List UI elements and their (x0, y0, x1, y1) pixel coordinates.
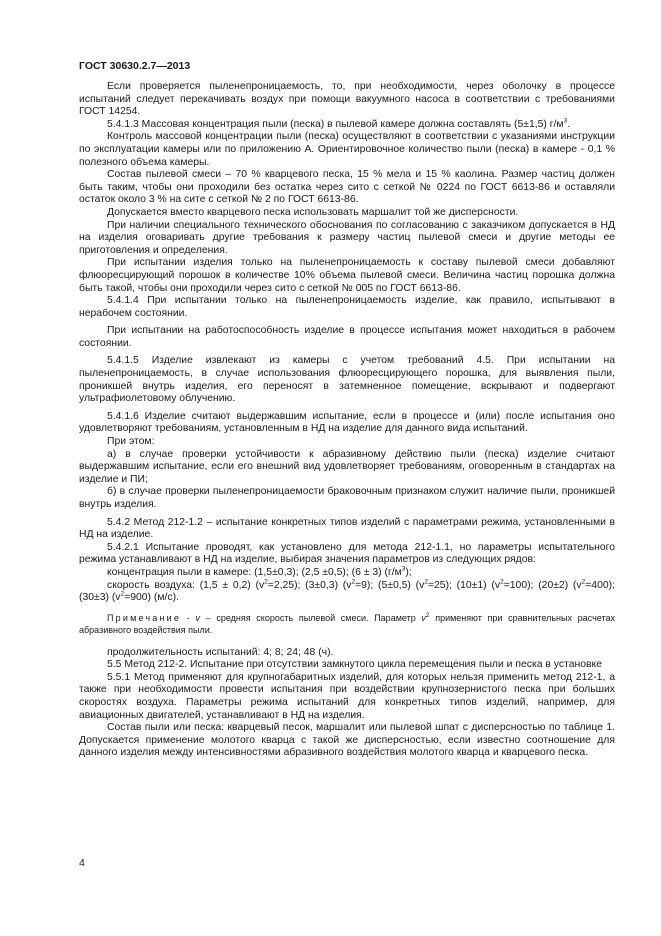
note: Примечание - v – средняя скорость пылевой смеси. Параметр $v^2$ применяют при сравнительных расчетах абразивного воздействия пыли. (79, 611, 615, 636)
paragraph: 5.4.1.3 Массовая концентрация пыли (песка) в пылевой камере должна составлять (5±1,5) $г/м^3$. (107, 117, 571, 130)
paragraph: 5.5 Метод 212-2. Испытание при отсутствии замкнутого цикла перемещения пыли и песка в установке (107, 659, 602, 671)
concentration-line: концентрация пыли в камере: (1,5±0,3); (2,5 ±0,5); (6 ± 3) $(г/м^3)$; (107, 565, 412, 578)
paragraph: 5.4.1.6 Изделие считают выдержавшим испытание, если в процессе и (или) после испытания оно удовлетворяют требованиям, установленным в НД на изделие для данного вида испытаний. (79, 410, 615, 435)
paragraph: Состав пылевой смеси – 70 % кварцевого песка, 15 % мела и 15 % каолина. Размер частиц должен быть таким, чтобы они проходили без остатка через сито с сеткой № 0224 по ГОСТ 6613-86 и оставляли остаток около 3 % на сите с сеткой № 2 по ГОСТ 6613-86. (79, 169, 615, 206)
paragraph: При этом: (107, 436, 155, 448)
paragraph: продолжительность испытаний: 4; 8; 24; 48 (ч). (107, 646, 334, 658)
paragraph: 5.4.1.5 Изделие извлекают из камеры с учетом требований 4.5. При испытании на пыленепроницаемость, в случае использования флюоресцирующего порошка, для выявления пыли, проникшей внутрь изделия, его переносят в затемненное помещение, вскрывают и подвергают ультрафиолетовому облучению. (79, 355, 615, 405)
note-label: Примечание (107, 612, 182, 623)
document-body (79, 81, 615, 760)
paragraph: Состав пыли или песка: кварцевый песок, маршалит или пылевой шпат с дисперсностью по таблице 1. Допускается применение молотого кварца с такой же дисперсностью, если известно соотношение для данного изделия между интенсивностями абразивного воздействия молотого кварца и кварцевого песка. (79, 722, 615, 759)
paragraph: Если проверяется пыленепроницаемость, то, при необходимости, через оболочку в процессе испытаний следует перекачивать воздух при помощи вакуумного насоса в соответствии с требованиями ГОСТ 14254. (79, 81, 615, 118)
paragraph: 5.5.1 Метод применяют для крупногабаритных изделий, для которых нельзя применить метод 212-1, а также при необходимости провести испытания при воздействии крупнозернистого песка при больших скоростях воздуха. Параметры режима испытаний для конкретных типов изделий, например, для авиационных двигателей, устанавливают в НД на изделия. (79, 671, 615, 721)
paragraph: Допускается вместо кварцевого песка использовать маршалит той же дисперсности. (107, 206, 519, 218)
paragraph: а) в случае проверки устойчивости к абразивному действию пыли (песка) изделие считают выдержавшим испытание, если его внешний вид удовлетворяет требованиям, оговоренным в стандартах на изделие и ПИ; (79, 448, 615, 485)
paragraph: При испытании изделия только на пыленепроницаемость к составу пылевой смеси добавляют флюоресцирующий порошок в количестве 10% объема пылевой смеси. Величина частиц порошка должна быть такой, чтобы они проходили через сито с сеткой № 005 по ГОСТ 6613-86. (79, 257, 615, 294)
paragraph: 5.4.2 Метод 212-1.2 – испытание конкретных типов изделий с параметрами режима, установленными в НД на изделие. (79, 516, 615, 541)
air-speed-line: скорость воздуха: (1,5 ± 0,2) $(v^2=2,25)$; (3±0,3) $(v^2=9)$; (5±0,5) $(v^2=25)$; (10±1) $(v^2=100)$; (20±2) $(v^2=400)$; (30±3) $(v^2=900)$ (м/с). (79, 578, 615, 604)
paragraph: б) в случае проверки пыленепроницаемости браковочным признаком служит наличие пыли, проникшей внутрь изделия. (79, 486, 615, 510)
paragraph: 5.4.1.4 При испытании только на пыленепроницаемость изделие, как правило, испытывают в нерабочем состоянии. (79, 295, 615, 319)
document-header: ГОСТ 30630.2.7—2013 (79, 60, 191, 72)
page-number: 4 (79, 857, 85, 869)
paragraph: Контроль массовой концентрации пыли (песка) осуществляют в соответствии с указаниями инструкции по эксплуатации камеры или по приложению А. Ориентировочное количество пыли (песка) в камере - 0,1 % полезного объема камеры. (79, 131, 615, 168)
paragraph: 5.4.2.1 Испытание проводят, как установлено для метода 212-1.1, но параметры испытательного режима устанавливают в НД на изделие, выбирая значения параметров из следующих рядов: (79, 541, 615, 566)
paragraph: При испытании на работоспособность изделие в процессе испытания может находиться в рабочем состоянии. (79, 325, 615, 349)
paragraph: При наличии специального технического обоснования по согласованию с заказчиком допускается в НД на изделия оговаривать другие требования к размеру частиц пылевой смеси и другие методы ее приготовления и определения. (79, 219, 615, 256)
